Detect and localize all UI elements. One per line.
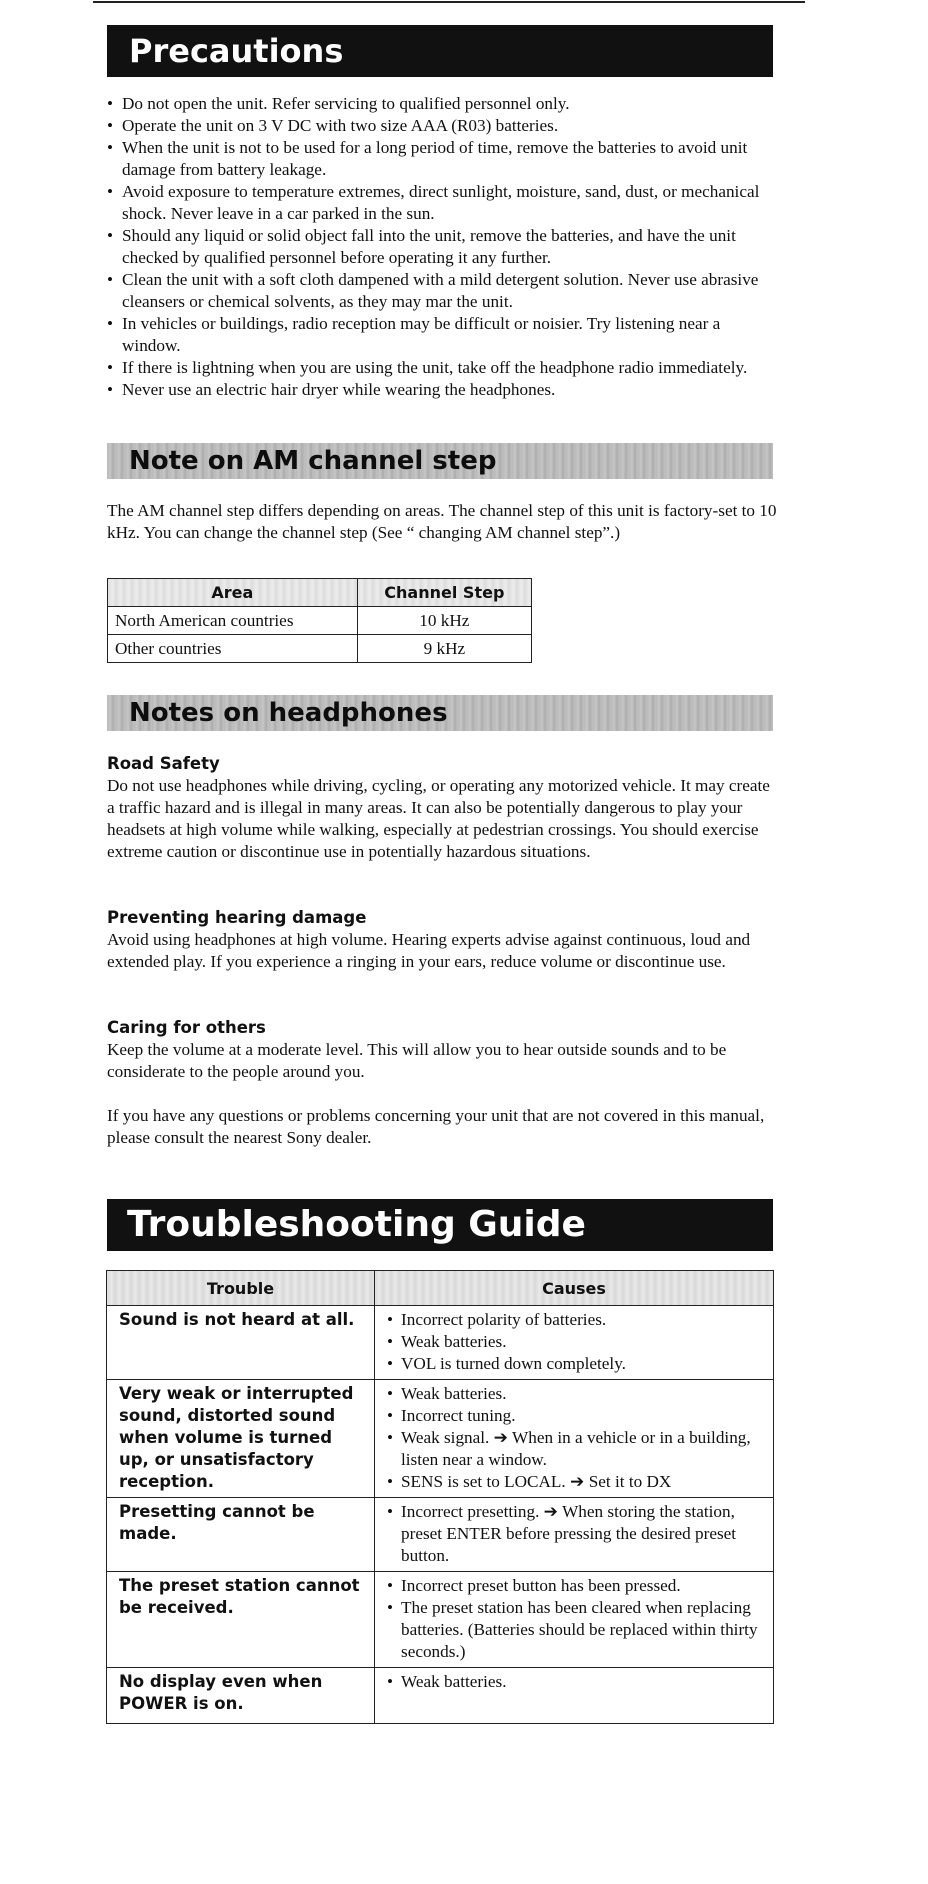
precautions-list [107,93,777,401]
table-row [107,1572,774,1668]
causes-cell [375,1306,774,1380]
list-item: • If there is lightning when you are using the unit, take off the headphone radio immediately. [107,357,777,379]
list-item: • Weak batteries. [387,1671,761,1693]
causes-cell [375,1668,774,1724]
list-item: • Clean the unit with a soft cloth dampened with a mild detergent solution. Never use abrasive cleansers or chemical solvents, as they may mar the unit. [107,269,777,313]
troubleshooting-table [106,1270,774,1724]
list-item: • Never use an electric hair dryer while wearing the headphones. [107,379,777,401]
questions-text: If you have any questions or problems concerning your unit that are not covered in this manual, please consult the nearest Sony dealer. [107,1106,765,1147]
am-step-intro: The AM channel step differs depending on areas. The channel step of this unit is factory-set to 10 kHz. You can change the channel step (See “ changing AM channel step”.) [107,501,777,542]
list-item: • VOL is turned down completely. [387,1353,761,1375]
table-cell: 10 kHz [357,607,531,635]
causes-cell [375,1380,774,1498]
road-safety-title: Road Safety [107,754,220,773]
causes-cell [375,1498,774,1572]
list-item: • SENS is set to LOCAL. ➔ Set it to DX [387,1471,761,1493]
trouble-cell: Presetting cannot be made. [107,1498,375,1572]
hearing-title: Preventing hearing damage [107,908,367,927]
list-item: • Avoid exposure to temperature extremes, direct sunlight, moisture, sand, dust, or mechanical shock. Never leave in a car parked in the sun. [107,181,777,225]
table-row [108,607,532,635]
trouble-cell: No display even when POWER is on. [107,1668,375,1724]
trouble-cell: Sound is not heard at all. [107,1306,375,1380]
others-text: Keep the volume at a moderate level. This will allow you to hear outside sounds and to be considerate to the people around you. [107,1040,727,1081]
list-item: • Weak signal. ➔ When in a vehicle or in a building, listen near a window. [387,1427,761,1471]
channel-step-table [107,578,532,663]
table-row [107,1668,774,1724]
table-row [108,635,532,663]
table-row [107,1306,774,1380]
table-cell: North American countries [108,607,358,635]
trouble-cell: Very weak or interrupted sound, distorted sound when volume is turned up, or unsatisfactory reception. [107,1380,375,1498]
table-cell: Other countries [108,635,358,663]
list-item: • Incorrect preset button has been pressed. [387,1575,761,1597]
table-row [107,1498,774,1572]
top-rule [93,1,805,3]
list-item: • Incorrect polarity of batteries. [387,1309,761,1331]
others-title: Caring for others [107,1018,266,1037]
am-step-heading: Note on AM channel step [107,443,773,479]
table-header-area: Area [108,579,358,607]
trouble-cell: The preset station cannot be received. [107,1572,375,1668]
list-item: • Should any liquid or solid object fall into the unit, remove the batteries, and have the unit checked by qualified personnel before operating it any further. [107,225,777,269]
list-item: • When the unit is not to be used for a long period of time, remove the batteries to avoid unit damage from battery leakage. [107,137,777,181]
road-safety-text: Do not use headphones while driving, cycling, or operating any motorized vehicle. It may create a traffic hazard and is illegal in many areas. It can also be potentially dangerous to play your headsets at high volume while walking, especially at pedestrian crossings. You should exercise extreme caution or discontinue use in potentially hazardous situations. [107,776,770,861]
precautions-heading: Precautions [107,25,773,77]
list-item: • Weak batteries. [387,1383,761,1405]
list-item: • Weak batteries. [387,1331,761,1353]
list-item: • The preset station has been cleared when replacing batteries. (Batteries should be replaced within thirty seconds.) [387,1597,761,1663]
causes-cell [375,1572,774,1668]
hearing-text: Avoid using headphones at high volume. Hearing experts advise against continuous, loud and extended play. If you experience a ringing in your ears, reduce volume or discontinue use. [107,930,751,971]
troubleshooting-heading: Troubleshooting Guide [107,1199,773,1251]
table-row [107,1380,774,1498]
list-item: • Operate the unit on 3 V DC with two size AAA (R03) batteries. [107,115,777,137]
headphones-heading: Notes on headphones [107,695,773,731]
list-item: • Incorrect tuning. [387,1405,761,1427]
table-header-trouble: Trouble [107,1271,375,1306]
table-header-causes: Causes [375,1271,774,1306]
list-item: • In vehicles or buildings, radio reception may be difficult or noisier. Try listening near a window. [107,313,777,357]
list-item: • Do not open the unit. Refer servicing to qualified personnel only. [107,93,777,115]
table-cell: 9 kHz [357,635,531,663]
table-header-channel-step: Channel Step [357,579,531,607]
list-item: • Incorrect presetting. ➔ When storing the station, preset ENTER before pressing the desired preset button. [387,1501,761,1567]
